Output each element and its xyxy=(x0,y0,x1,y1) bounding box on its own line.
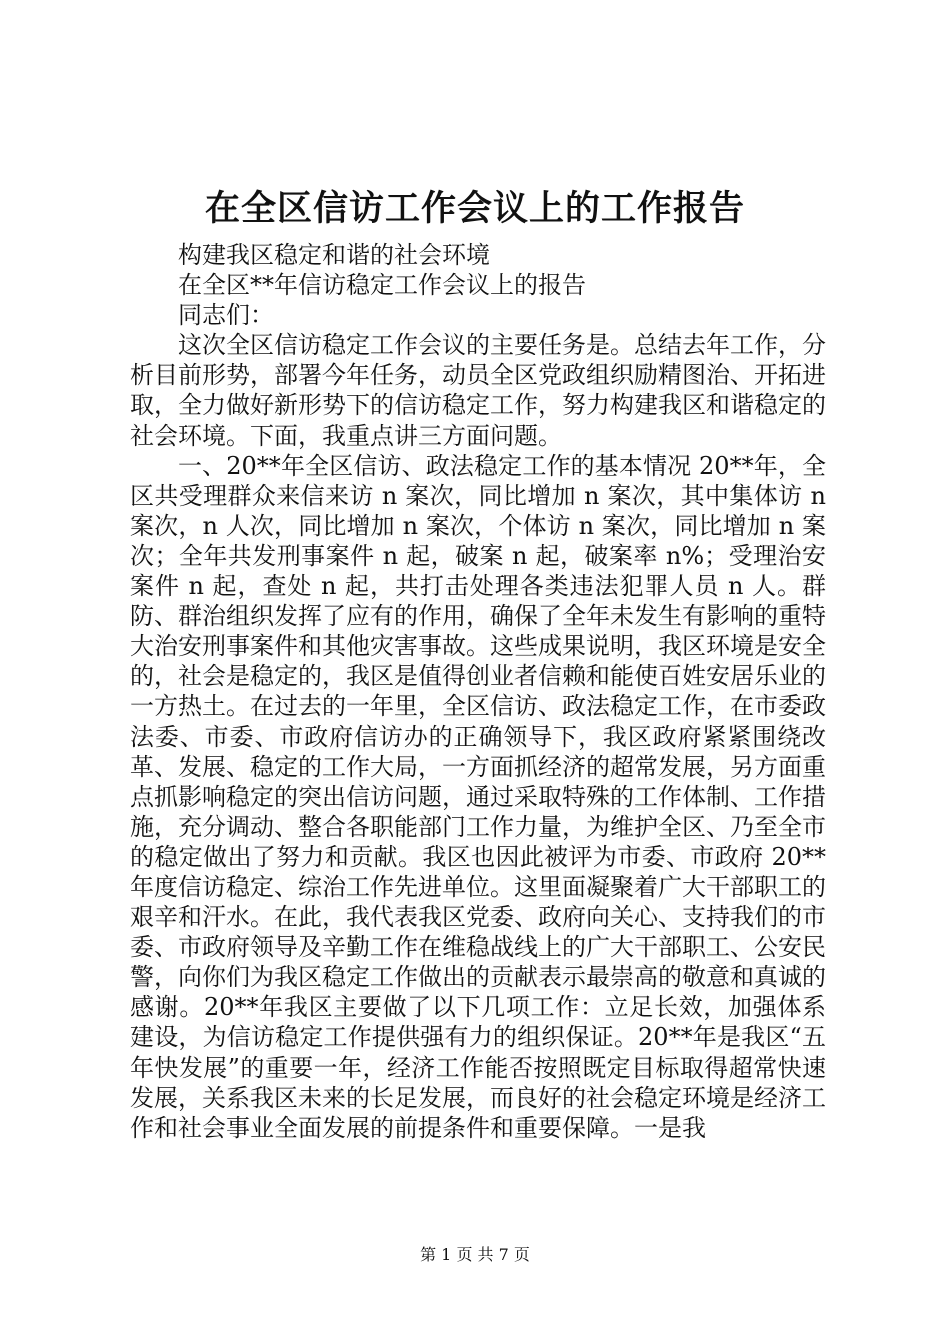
subtitle-line: 构建我区稳定和谐的社会环境 xyxy=(178,241,490,269)
page-footer: 第 1 页 共 7 页 xyxy=(420,1245,530,1264)
body-paragraph: 一、20**年全区信访、政法稳定工作的基本情况 20**年，全区共受理群众来信来访 n 案次，同比增加 n 案次，其中集体访 n 案次，n 人次，同比增加 n 案次，个体访 n 案次，同比增加 n 案次；全年共发刑事案件 n 起，破案 n 起，破案率 n%；受理治安案件 n 起，查处 n 起，共打击处理各类违法犯罪人员 n 人。群防、群治组织发挥了应有的作用，确保了全年未发生有影响的重特大治安刑事案件和其他灾害事故。这些成果说明，我区环境是安全的，社会是稳定的，我区是值得创业者信赖和能使百姓安居乐业的一方热土。在过去的一年里，全区信访、政法稳定工作，在市委政法委、市委、市政府信访办的正确领导下，我区政府紧紧围绕改革、发展、稳定的工作大局，一方面抓经济的超常发展，另方面重点抓影响稳定的突出信访问题，通过采取特殊的工作体制、工作措施，充分调动、整合各职能部门工作力量，为维护全区、乃至全市的稳定做出了努力和贡献。我区也因此被评为市委、市政府 20**年度信访稳定、综治工作先进单位。这里面凝聚着广大干部职工的艰辛和汗水。在此，我代表我区党委、政府向关心、支持我们的市委、市政府领导及辛勤工作在维稳战线上的广大干部职工、公安民警，向你们为我区稳定工作做出的贡献表示最崇高的敬意和真诚的感谢。20**年我区主要做了以下几项工作：立足长效，加强体系建设，为信访稳定工作提供强有力的组织保证。20**年是我区“五年快发展”的重要一年，经济工作能否按照既定目标取得超常快速发展，关系我区未来的长足发展，而良好的社会稳定环境是经济工作和社会事业全面发展的前提条件和重要保障。一是我 xyxy=(130,451,826,1142)
document-title: 在全区信访工作会议上的工作报告 xyxy=(204,188,745,229)
document-body xyxy=(130,240,826,1143)
salutation: 同志们： xyxy=(178,301,274,330)
body-paragraph: 这次全区信访稳定工作会议的主要任务是。总结去年工作，分析目前形势，部署今年任务，动员全区党政组织励精图治、开拓进取，全力做好新形势下的信访稳定工作，努力构建我区和谐稳定的社会环境。下面，我重点讲三方面问题。 xyxy=(130,331,826,450)
report-title-line: 在全区**年信访稳定工作会议上的报告 xyxy=(178,271,586,300)
